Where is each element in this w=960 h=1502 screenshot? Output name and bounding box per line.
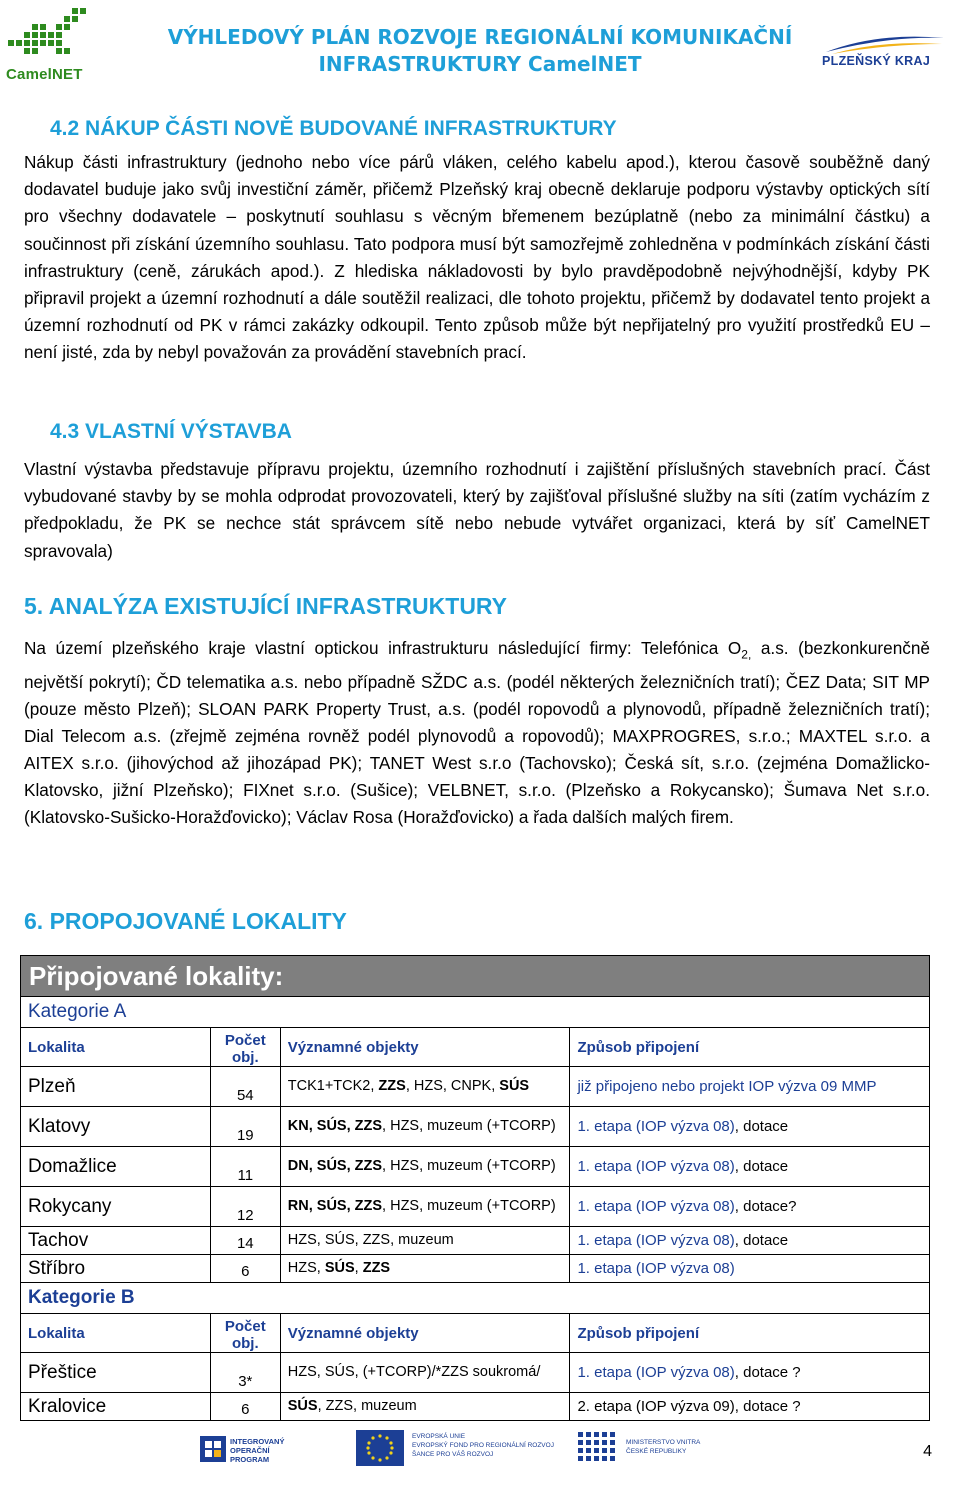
svg-text:ČESKÉ REPUBLIKY: ČESKÉ REPUBLIKY (626, 1448, 687, 1455)
key-objects: SÚS, ZZS, muzeum (280, 1393, 570, 1421)
category-a-title: Kategorie A (21, 997, 930, 1028)
locality-name: Kralovice (21, 1393, 211, 1421)
table-banner: Připojované lokality: (21, 956, 930, 997)
table-row (21, 1393, 930, 1421)
ministry-logo (578, 1432, 701, 1461)
connection-method: 1. etapa (IOP výzva 08), dotace (570, 1147, 930, 1187)
page-number: 4 (923, 1443, 932, 1460)
svg-text:ŠANCE PRO VÁŠ ROZVOJ: ŠANCE PRO VÁŠ ROZVOJ (412, 1451, 494, 1458)
key-objects: DN, SÚS, ZZS, HZS, muzeum (+TCORP) (280, 1147, 570, 1187)
svg-text:PROGRAM: PROGRAM (230, 1455, 270, 1464)
object-count: 19 (210, 1107, 280, 1147)
locality-name: Tachov (21, 1227, 211, 1255)
object-count: 6 (210, 1393, 280, 1421)
localities-table (20, 955, 930, 1421)
connection-method: 1. etapa (IOP výzva 08) (570, 1255, 930, 1283)
locality-name: Rokycany (21, 1187, 211, 1227)
svg-text:OPERAČNÍ: OPERAČNÍ (230, 1446, 270, 1455)
svg-text:INTEGROVANÝ: INTEGROVANÝ (230, 1437, 285, 1446)
object-count: 12 (210, 1187, 280, 1227)
connection-method: 1. etapa (IOP výzva 08), dotace? (570, 1187, 930, 1227)
table-row (21, 1147, 930, 1187)
category-b-title: Kategorie B (21, 1283, 930, 1314)
eu-flag-logo (356, 1430, 554, 1466)
plzensky-kraj-swoosh-icon (818, 30, 948, 56)
key-objects: HZS, SÚS, ZZS (280, 1255, 570, 1283)
table-row (21, 1255, 930, 1283)
table-row (21, 1227, 930, 1255)
table-row (21, 1067, 930, 1107)
object-count: 6 (210, 1255, 280, 1283)
col-header-objekty: Významné objekty (280, 1028, 570, 1067)
object-count: 54 (210, 1067, 280, 1107)
col-header-pocet: Počet obj. (210, 1028, 280, 1067)
plzensky-kraj-logo (818, 30, 948, 76)
connection-method: 1. etapa (IOP výzva 08), dotace (570, 1227, 930, 1255)
section-4-3-heading: 4.3 VLASTNÍ VÝSTAVBA (50, 420, 292, 443)
table-row (21, 1353, 930, 1393)
locality-name: Přeštice (21, 1353, 211, 1393)
footer-logos (0, 1420, 960, 1497)
section-4-2-body: Nákup části infrastruktury (jednoho nebo více párů vláken, celého kabelu apod.), kterou časově souběžně daný dodavatel buduje jako svůj investiční záměr, přičemž Plzeňský kraj obecně deklaruje podporu výstavby optických sítí pro všechny dodavatele – poskytnutí souhlasu s věcným břemenem bezúplatně (nebo za minimální částku) a součinnost při získání územního souhlasu. Tato podpora musí být samozřejmě zohledněna v podmínkách získání části infrastruktury (ceně, zárukách apod.). Z hlediska nákladovosti by bylo pravděpodobně nejvýhodnější, kdyby PK připravil projekt a územní rozhodnutí a dále soutěžil realizaci, dle tohoto projektu, přičemž by dodavatel tento projekt a územní rozhodnutí od PK v rámci zakázky odkoupil. Tento způsob může být nepřijatelný pro využití prostředků EU – není jisté, zda by nebyl považován za provádění stavebních prací. (24, 152, 930, 363)
section-6-heading: 6. PROPOJOVANÉ LOKALITY (24, 908, 347, 934)
connection-method: 2. etapa (IOP výzva 09), dotace ? (570, 1393, 930, 1421)
col-header-zpusob: Způsob připojení (570, 1314, 930, 1353)
object-count: 11 (210, 1147, 280, 1187)
table-row (21, 1187, 930, 1227)
footer-logos-strip (0, 1420, 960, 1497)
key-objects: HZS, SÚS, ZZS, muzeum (280, 1227, 570, 1255)
section-5-heading: 5. ANALÝZA EXISTUJÍCÍ INFRASTRUKTURY (24, 593, 508, 619)
locality-name: Domažlice (21, 1147, 211, 1187)
header-title-line1: VÝHLEDOVÝ PLÁN ROZVOJE REGIONÁLNÍ KOMUNIKAČNÍ (167, 25, 793, 49)
section-4-2-heading: 4.2 NÁKUP ČÁSTI NOVĚ BUDOVANÉ INFRASTRUKTURY (50, 117, 617, 140)
key-objects: TCK1+TCK2, ZZS, HZS, CNPK, SÚS (280, 1067, 570, 1107)
key-objects: HZS, SÚS, (+TCORP)/*ZZS soukromá/ (280, 1353, 570, 1393)
section-4-3-body: Vlastní výstavba představuje přípravu projektu, územního rozhodnutí i zajištění příslušných stavebních prací. Část vybudované stavby by se mohla odprodat provozovateli, který by zajišťoval příslušné služby na síti (zatím vycházím z předpokladu, že PK se nechce stát správcem sítě nebo nebude vytvářet organizaci, která by síť CamelNET spravovala) (24, 459, 930, 561)
key-objects: RN, SÚS, ZZS, HZS, muzeum (+TCORP) (280, 1187, 570, 1227)
object-count: 14 (210, 1227, 280, 1255)
col-header-zpusob: Způsob připojení (570, 1028, 930, 1067)
iop-logo (200, 1436, 284, 1464)
table-row (21, 1107, 930, 1147)
locality-name: Stříbro (21, 1255, 211, 1283)
subscript-2: 2, (741, 647, 752, 662)
col-header-lokalita: Lokalita (21, 1314, 211, 1353)
col-header-pocet: Počet obj. (210, 1314, 280, 1353)
locality-name: Klatovy (21, 1107, 211, 1147)
connection-method: 1. etapa (IOP výzva 08), dotace ? (570, 1353, 930, 1393)
connection-method: 1. etapa (IOP výzva 08), dotace (570, 1107, 930, 1147)
locality-name: Plzeň (21, 1067, 211, 1107)
key-objects: KN, SÚS, ZZS, HZS, muzeum (+TCORP) (280, 1107, 570, 1147)
svg-text:EVROPSKÁ UNIE: EVROPSKÁ UNIE (412, 1433, 466, 1440)
svg-text:MINISTERSTVO VNITRA: MINISTERSTVO VNITRA (626, 1439, 701, 1446)
col-header-lokalita: Lokalita (21, 1028, 211, 1067)
object-count: 3* (210, 1353, 280, 1393)
section-5-body: Na území plzeňského kraje vlastní optickou infrastrukturu následující firmy: Telefónica $O_{2,}$ a.s. (bezkonkurenčně největší pokrytí); ČD telematika a.s. nebo případně SŽDC a.s. (podél některých železničních tratí); ČEZ Data; SIT MP (pouze město Plzeň); SLOAN PARK Property Trust, a.s. (podél ropovodů a plynovodů, případně železničních tratí); Dial Telecom a.s. (zřejmě zejména rovněž podél plynovodů a ropovodů); MAXPROGRES, s.r.o.; MAXTEL s.r.o. a AITEX s.r.o. (jihovýchod až jihozápad PK); TANET West s.r.o (Tachovsko); Česká sít, s.r.o. (zejména Domažlicko-Klatovsko, jižní Plzeňsko); FIXnet s.r.o. (Sušice); VELBNET, s.r.o. (Plzeňsko a Rokycansko); Šumava Net s.r.o. (Klatovsko-Sušicko-Horažďovicko); Václav Rosa (Horažďovicko) a řada dalších malých firem. (24, 638, 930, 827)
plzensky-kraj-logo-text: PLZEŇSKÝ KRAJ (822, 54, 931, 68)
connection-method: již připojeno nebo projekt IOP výzva 09 MMP (570, 1067, 930, 1107)
col-header-objekty: Významné objekty (280, 1314, 570, 1353)
document-header-title (0, 24, 960, 78)
svg-text:EVROPSKÝ FOND PRO REGIONÁLNÍ R: EVROPSKÝ FOND PRO REGIONÁLNÍ ROZVOJ (412, 1442, 554, 1449)
header-title-line2: INFRASTRUKTURY CamelNET (318, 52, 642, 76)
camelnet-logo-text: CamelNET (6, 66, 83, 83)
